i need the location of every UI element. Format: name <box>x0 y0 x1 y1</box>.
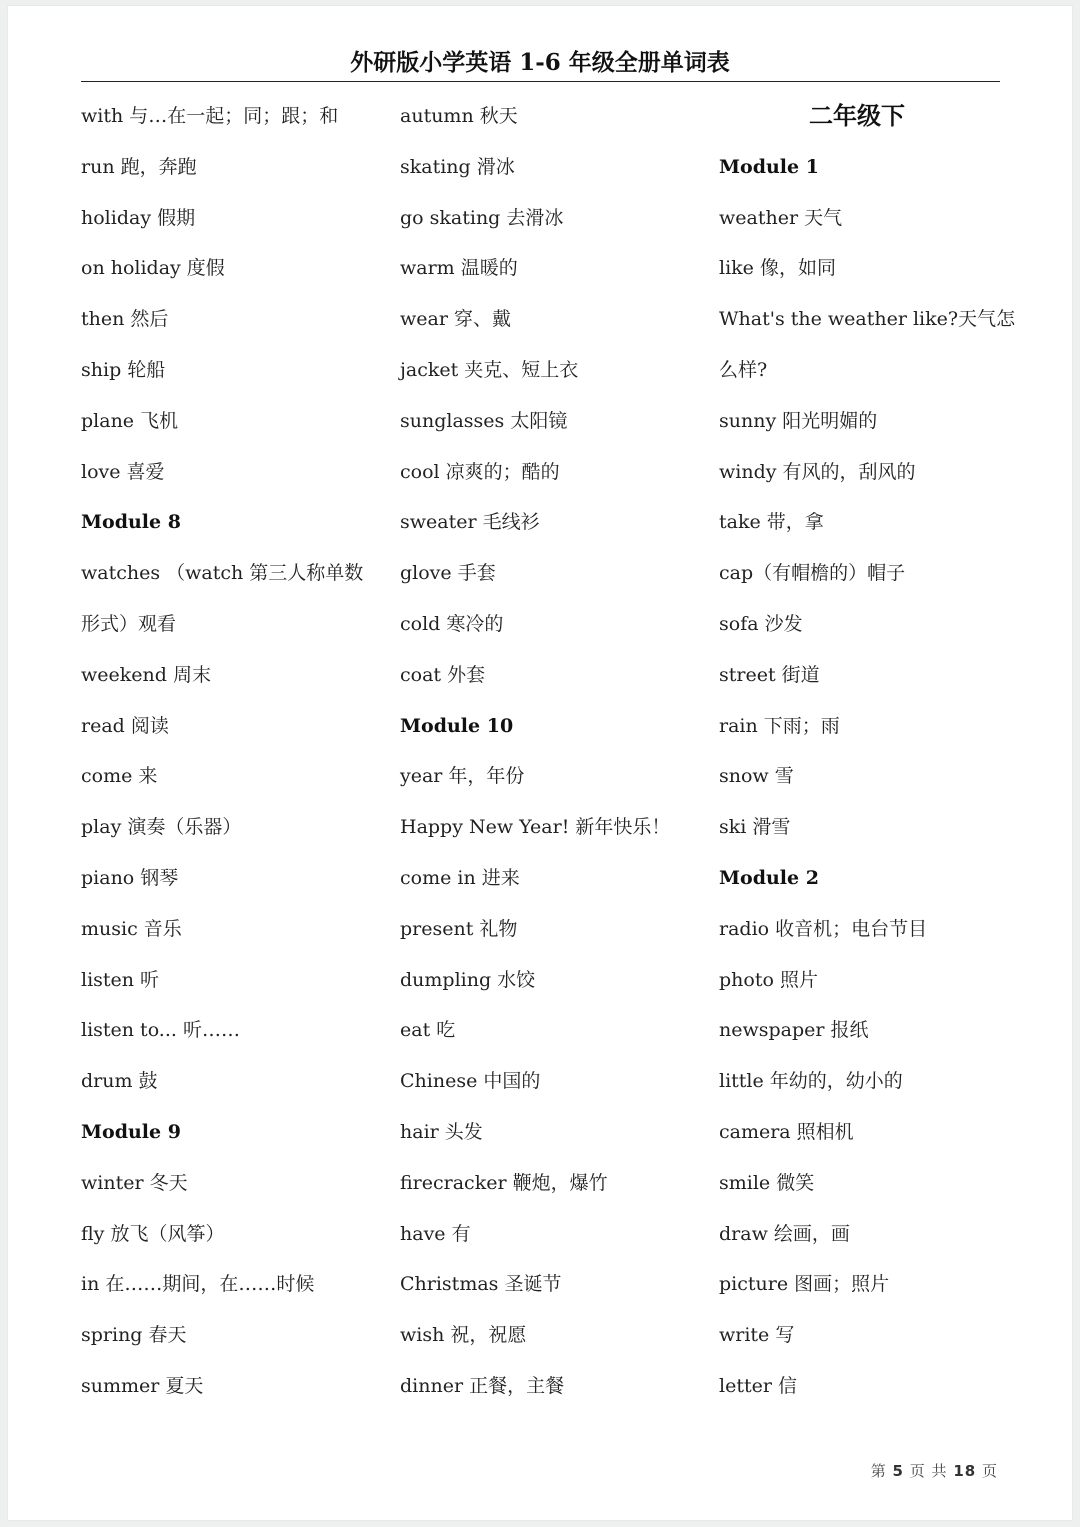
vocab-entry: photo 照片 <box>719 968 818 991</box>
module-heading: Module 1 <box>719 155 819 178</box>
vocab-entry: then 然后 <box>81 308 169 331</box>
vocab-entry: dinner 正餐，主餐 <box>400 1374 565 1397</box>
module-heading: Module 2 <box>719 866 819 889</box>
vocab-entry: on holiday 度假 <box>81 257 225 280</box>
vocab-entry: jacket 夹克、短上衣 <box>400 358 579 381</box>
vocab-entry: summer 夏天 <box>81 1374 204 1397</box>
vocab-entry: sunglasses 太阳镜 <box>400 409 568 432</box>
vocab-column-2 <box>400 91 700 1412</box>
vocab-entry: picture 图画；照片 <box>719 1273 890 1296</box>
vocab-entry: in 在……期间，在……时候 <box>81 1273 315 1296</box>
vocab-column-1 <box>81 91 381 1412</box>
vocab-entry: weekend 周末 <box>81 663 211 686</box>
vocab-entry: holiday 假期 <box>81 206 196 229</box>
vocab-entry: watches （watch 第三人称单数 <box>81 562 364 585</box>
vocab-entry: cold 寒冷的 <box>400 612 504 635</box>
vocab-entry: piano 钢琴 <box>81 866 179 889</box>
footer-middle: 页 共 <box>909 1462 948 1480</box>
vocab-entry: Christmas 圣诞节 <box>400 1273 562 1296</box>
vocab-entry: windy 有风的，刮风的 <box>719 460 916 483</box>
vocab-column-3 <box>719 91 1019 1412</box>
vocab-entry: take 带，拿 <box>719 511 824 534</box>
page-footer <box>871 1460 998 1481</box>
vocab-entry: have 有 <box>400 1222 471 1245</box>
vocab-entry: ski 滑雪 <box>719 816 791 839</box>
vocab-entry: weather 天气 <box>719 206 843 229</box>
vocab-entry: smile 微笑 <box>719 1171 815 1194</box>
vocab-entry: run 跑，奔跑 <box>81 155 197 178</box>
vocab-entry: play 演奏（乐器） <box>81 816 242 839</box>
footer-page-number: 5 <box>892 1462 904 1480</box>
vocab-entry: autumn 秋天 <box>400 105 518 127</box>
vocab-entry: present 礼物 <box>400 917 518 940</box>
footer-suffix: 页 <box>981 1462 998 1480</box>
vocab-entry: 形式）观看 <box>81 612 177 635</box>
footer-total-pages: 18 <box>953 1462 977 1480</box>
vocab-entry: draw 绘画，画 <box>719 1222 850 1245</box>
vocab-entry: winter 冬天 <box>81 1171 188 1194</box>
vocab-entry: 么样? <box>719 358 768 381</box>
vocab-entry: with 与…在一起；同；跟；和 <box>81 105 339 127</box>
vocab-entry: wear 穿、戴 <box>400 308 511 331</box>
vocab-entry: read 阅读 <box>81 714 169 737</box>
vocab-entry: listen 听 <box>81 968 160 991</box>
vocab-entry: newspaper 报纸 <box>719 1019 869 1042</box>
vocab-entry: cap（有帽檐的）帽子 <box>719 562 906 585</box>
vocab-entry: sweater 毛线衫 <box>400 511 540 534</box>
vocab-entry: drum 鼓 <box>81 1070 158 1093</box>
vocab-entry: fly 放飞（风筝） <box>81 1222 225 1245</box>
vocab-entry: eat 吃 <box>400 1019 456 1042</box>
vocab-entry: Happy New Year! 新年快乐！ <box>400 816 671 839</box>
vocab-entry: come 来 <box>81 765 158 788</box>
vocab-entry: snow 雪 <box>719 765 794 788</box>
footer-prefix: 第 <box>870 1462 887 1480</box>
vocab-entry: dumpling 水饺 <box>400 968 536 991</box>
vocab-entry: love 喜爱 <box>81 460 165 483</box>
vocab-entry: like 像，如同 <box>719 257 836 280</box>
vocab-entry: go skating 去滑冰 <box>400 206 564 229</box>
title-divider <box>81 81 1000 82</box>
vocab-entry: street 街道 <box>719 663 820 686</box>
vocab-entry: warm 温暖的 <box>400 257 518 280</box>
vocab-entry: music 音乐 <box>81 917 182 940</box>
vocab-entry: cool 凉爽的；酷的 <box>400 460 560 483</box>
vocab-entry: write 写 <box>719 1324 795 1347</box>
vocab-entry: What's the weather like?天气怎 <box>719 308 1016 331</box>
vocab-entry: skating 滑冰 <box>400 155 515 178</box>
vocab-entry: ship 轮船 <box>81 358 166 381</box>
vocab-entry: firecracker 鞭炮，爆竹 <box>400 1171 608 1194</box>
vocab-entry: little 年幼的，幼小的 <box>719 1070 903 1093</box>
module-heading: Module 9 <box>81 1120 181 1143</box>
vocab-entry: wish 祝，祝愿 <box>400 1324 527 1347</box>
vocab-entry: spring 春天 <box>81 1324 187 1347</box>
document-title: 外研版小学英语 1-6 年级全册单词表 <box>350 49 730 76</box>
vocab-entry: rain 下雨；雨 <box>719 714 840 737</box>
module-heading: Module 10 <box>400 714 514 737</box>
vocab-entry: camera 照相机 <box>719 1120 854 1143</box>
module-heading: Module 8 <box>81 511 181 534</box>
vocab-entry: glove 手套 <box>400 562 496 585</box>
vocab-entry: sofa 沙发 <box>719 612 803 635</box>
vocab-entry: Chinese 中国的 <box>400 1070 541 1093</box>
vocab-entry: year 年，年份 <box>400 765 525 788</box>
vocab-entry: listen to... 听…… <box>81 1019 240 1042</box>
vocab-entry: hair 头发 <box>400 1120 483 1143</box>
vocab-entry: radio 收音机；电台节目 <box>719 917 928 940</box>
vocab-entry: letter 信 <box>719 1374 797 1397</box>
grade-heading: 二年级下 <box>809 102 905 130</box>
vocab-entry: coat 外套 <box>400 663 486 686</box>
vocab-entry: plane 飞机 <box>81 409 179 432</box>
vocab-entry: sunny 阳光明媚的 <box>719 409 878 432</box>
vocab-entry: come in 进来 <box>400 866 520 889</box>
